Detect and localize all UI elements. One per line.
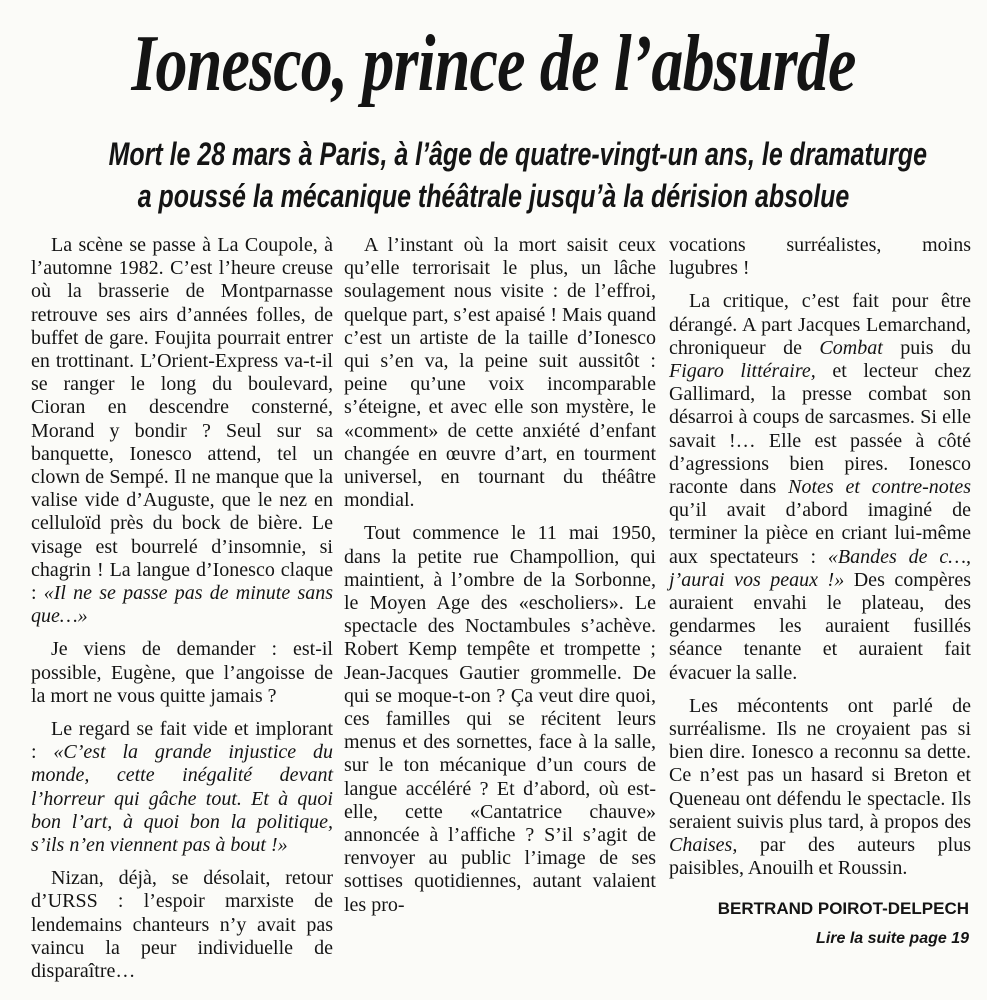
paragraph-text: Les mécontents ont parlé de surréalisme. Ils ne croyaient pas si bien dire. Ionesco a reconnu sa dette. Ce n’est pas un hasard si Breton et Queneau ont défendu le spectacle. Ils seraient suivis plus tard, à propos des [669,694,971,833]
paragraph-text: par des auteurs plus paisibles, Anouilh et Roussin. [669,834,971,880]
paragraph [669,695,971,881]
paragraph-text: La critique, c’est fait pour être dérangé. A part Jacques Lemarchand, chroniqueur de [669,290,971,359]
paragraph-text: et lecteur chez Gallimard, la presse combat son désarroi à coups de sarcasmes. Si elle savait !… Elle est passée à côté d’agressions bien pires. Ionesco raconte dans [669,360,971,499]
paragraph: Je viens de demander : est-il possible, Eugène, que l’angoisse de la mort ne vous quitte jamais ? [31,638,333,707]
paragraph: Tout commence le 11 mai 1950, dans la petite rue Champollion, qui maintient, à l’ombre de la Sorbonne, le Moyen Age des «escholiers». Le spectacle des Noctambules s’achève. Robert Kemp tempête et trompette ; Jean-Jacques Gautier grommelle. De qui se moque-t-on ? Ça veut dire quoi, ces familles qui se récitent leurs menus et des sornettes, face à la salle, sur le ton mécanique d’un cours de langue accéléré ? Et d’abord, où est-elle, cette «Cantatrice chauve» annoncée à l’affiche ? S’il s’agit de renvoyer au public l’image de ses sottises quotidiennes, autant valaient les pro- [344,522,656,916]
article-column-2 [344,234,656,927]
quote-text: «C’est la grande injustice du monde, cette inégalité devant l’horreur qui gâche tout. Et à quoi bon l’art, à quoi bon la politique, s’ils n’en viennent pas à bout !» [31,741,333,857]
quote-text: «Il ne se passe pas de minute sans que…» [31,582,334,628]
book-title: Notes et contre-notes [788,476,971,499]
paragraph [669,290,971,684]
paragraph: A l’instant où la mort saisit ceux qu’elle terrorisait le plus, un lâche soulagement nous visite : de l’effroi, quelque part, s’est apaisé ! Mais quand c’est un artiste de la taille d’Ionesco qui s’en va, la peine suit aussitôt : peine qu’une voix incomparable s’éteigne, et avec elle son mystère, le «comment» de cette anxiété d’enfant changée en œuvre d’art, en tourment universel, en tournant du théâtre mondial. [344,234,656,512]
paragraph: vocations surréalistes, moins lugubres ! [669,234,971,280]
paragraph [31,234,333,628]
article-column-3 [669,234,971,890]
newspaper-title: Figaro littéraire, [669,360,816,383]
continued-on-page-link: Lire la suite page 19 [816,930,969,947]
newspaper-title: Combat [819,336,883,359]
paragraph: Nizan, déjà, se désolait, retour d’URSS : l’espoir marxiste de lendemains chanteurs n’y avait pas vaincu la peur individuelle de disparaître… [31,867,333,983]
paragraph-text: Des compères auraient envahi le plateau, des gendarmes les auraient fusillés séance tenante et auraient fait évacuer la salle. [669,568,972,684]
play-title: Chaises, [669,834,738,857]
subheadline-line-1: Mort le 28 mars à Paris, à l’âge de quatre-vingt-un ans, le dramaturge [108,136,927,172]
headline: Ionesco, prince de l’absurde [131,20,856,108]
paragraph-text: puis du [882,336,971,359]
article-column-1 [31,234,333,993]
paragraph-text: qu’il avait d’abord imaginé de terminer la pièce en criant lui-même aux spectateurs : [669,499,971,568]
author-byline: BERTRAND POIROT-DELPECH [717,899,969,918]
paragraph-text: Le regard se fait vide et implorant : [31,718,333,764]
subheadline-line-2: a poussé la mécanique théâtrale jusqu’à la dérision absolue [137,178,850,214]
paragraph [31,718,333,857]
subheadline [108,133,927,217]
paragraph-text: La scène se passe à La Coupole, à l’automne 1982. C’est l’heure creuse où la brasserie de Montparnasse retrouve ses airs d’années folles, de buffet de gare. Foujita pourrait entrer en trottinant. L’Orient-Express va-t-il se ranger le long du boulevard, Cioran en descendre consterné, Morand y bondir ? Seul sur sa banquette, Ionesco attend, tel un clown de Sempé. Il ne manque que la valise vide d’Auguste, que le nez en celluloïd près du bock de bière. Le visage est bourrelé d’insomnie, si chagrin ! La langue d’Ionesco claque : [31,234,333,605]
quote-text: «Bandes de c…, j’aurai vos peaux !» [669,545,971,591]
